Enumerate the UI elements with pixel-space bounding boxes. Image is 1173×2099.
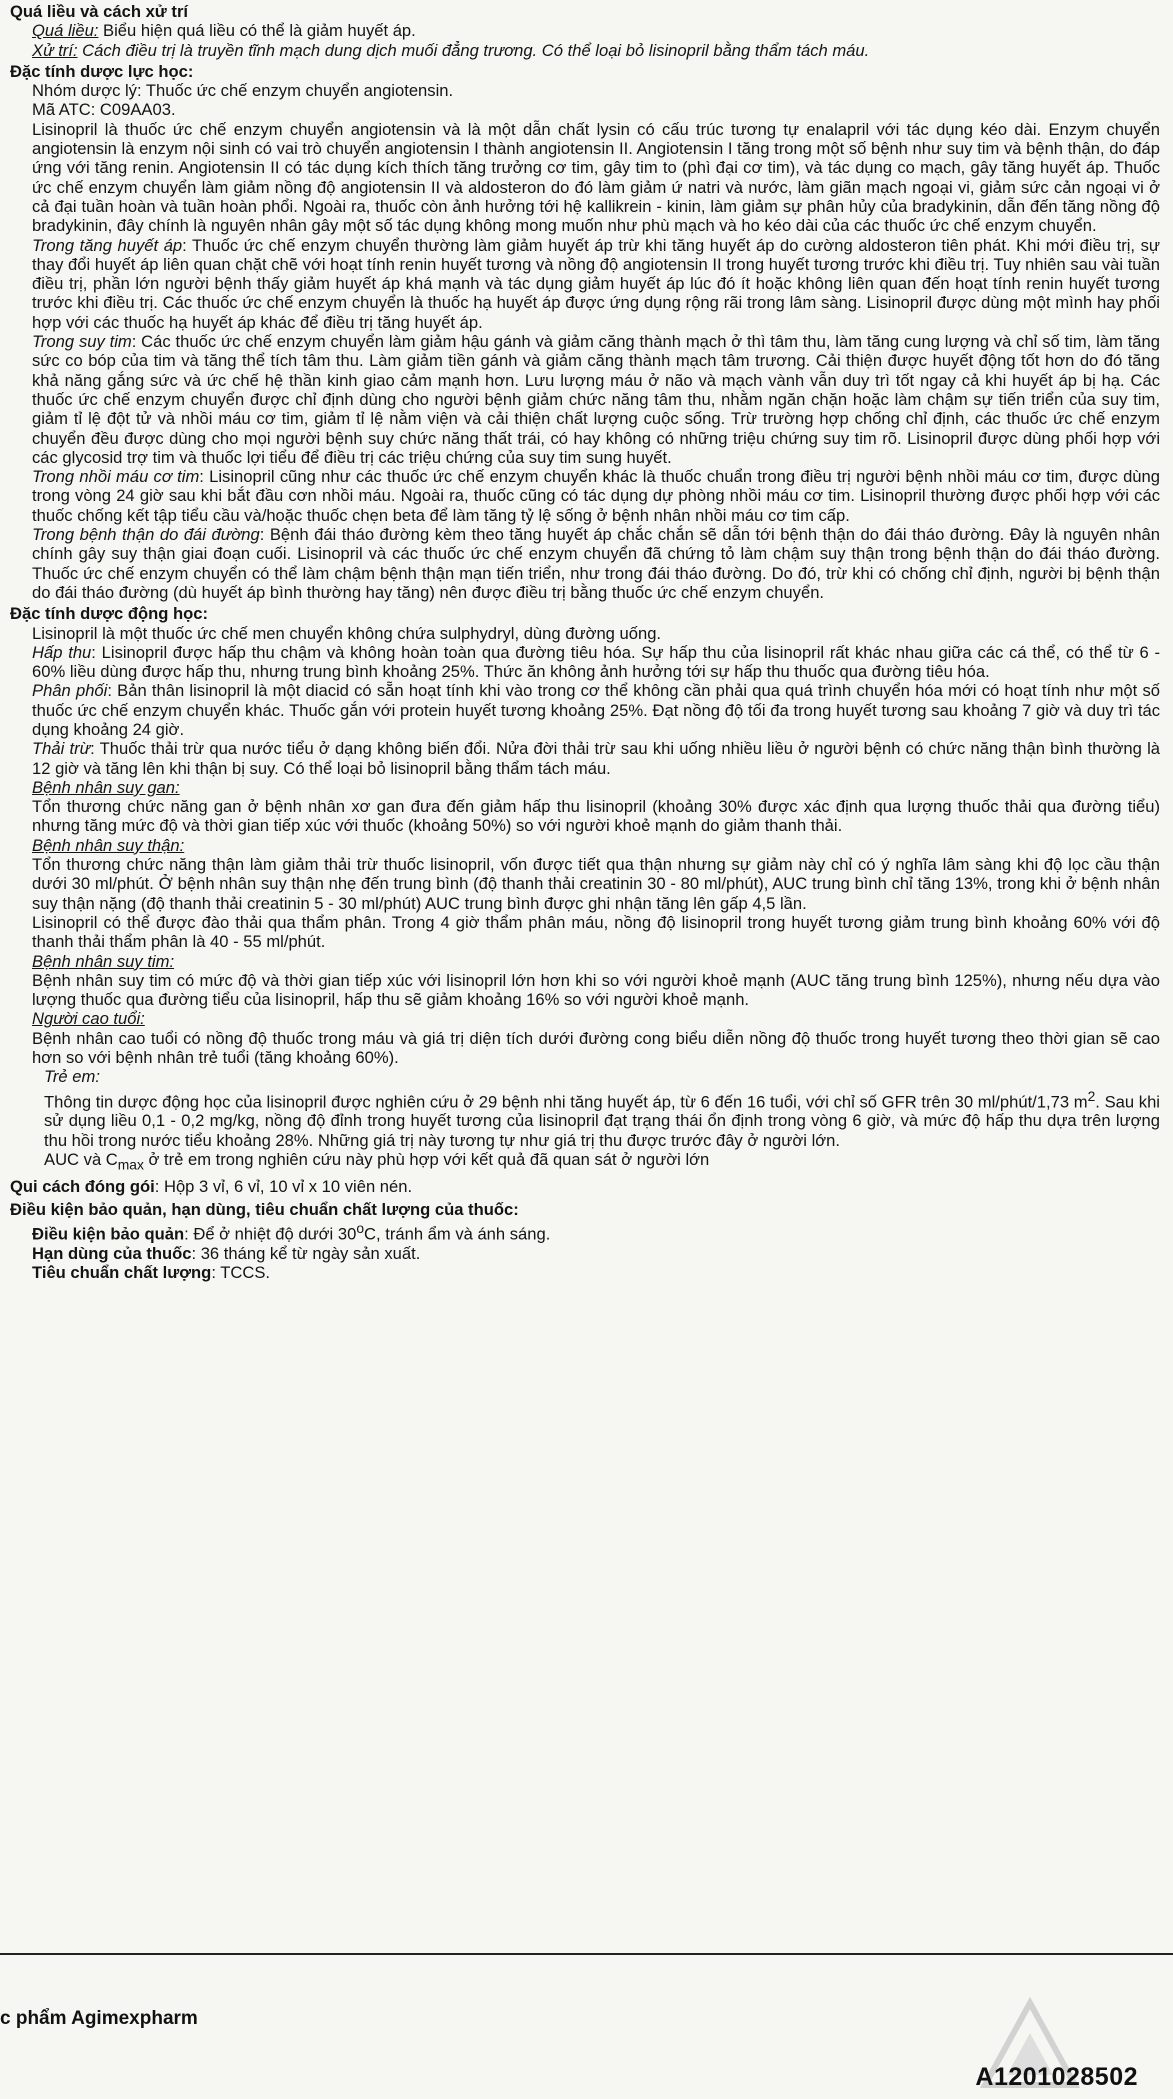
auc-text-b: ở trẻ em trong nghiên cứu này phù hợp với kết quả đã quan sát ở người lớn [143, 1150, 710, 1170]
packaging-label: Qui cách đóng gói [10, 1176, 155, 1196]
heart-failure-label: Trong suy tim [32, 332, 132, 352]
liver-text: Tổn thương chức năng gan ở bệnh nhân xơ gan đưa đến giảm hấp thu lisinopril (khoảng 30% được xác định qua lượng thuốc thải qua đường tiểu) nhưng tăng mức độ và thời gian tiếp xúc với thuốc (khoảng 50%) so với người khoẻ mạnh do giảm thanh thải. [32, 797, 1160, 836]
pharmacodynamics-heading: Đặc tính dược lực học: [10, 61, 194, 81]
shelf-life-label: Hạn dùng của thuốc [32, 1244, 192, 1264]
storage-condition [10, 1219, 1160, 1244]
diabetic-label: Trong bệnh thận do đái đường [32, 525, 260, 545]
treatment-label: Xử trí: [32, 40, 78, 60]
kidney-title: Bệnh nhân suy thận: [32, 835, 185, 855]
storage-heading: Điều kiện bảo quản, hạn dùng, tiêu chuẩn chất lượng của thuốc: [10, 1199, 519, 1219]
overdose-label: Quá liều: [32, 21, 99, 41]
treatment-text: Cách điều trị là truyền tĩnh mạch dung dịch muối đẳng trương. Có thể loại bỏ lisinopril bằng thẩm tách máu. [77, 40, 870, 60]
children-text-b: . Sau khi sử dụng liều 0,1 - 0,2 mg/kg, nồng độ đỉnh trong huyết tương của lisinopril đạt trạng thái ổn định trong vòng 6 giờ, và mức độ hấp thu dựa trên lượng thu hồi trong nước tiểu khoảng 28%. Những giá trị này tương tự như giá trị thu được trước đây ở người lớn. [44, 1092, 1160, 1150]
atc-code: Mã ATC: C09AA03. [32, 100, 176, 120]
hypertension-text: : Thuốc ức chế enzym chuyển thường làm giảm huyết áp trừ khi tăng huyết áp do cường aldosteron tiên phát. Khi mới điều trị, sự thay đổi huyết áp liên quan chặt chẽ với hoạt tính renin huyết tương và nồng độ angiotensin II trong huyết tương trước khi điều trị. Tuy nhiên sau vài tuần điều trị, phần lớn người bệnh thấy giảm huyết áp khá mạnh và tác dụng giảm huyết áp lúc đó ít hoặc không liên quan đến hoạt tính renin huyết tương trước khi điều trị. Các thuốc ức chế enzym chuyển là thuốc hạ huyết áp được ứng dụng rộng rãi trong lâm sàng. Lisinopril được dùng một mình hay phối hợp với các thuốc hạ huyết áp khác để điều trị tăng huyết áp. [32, 235, 1160, 332]
pharmacokinetics-heading: Đặc tính dược động học: [10, 604, 209, 624]
document-code: A1201028502 [975, 2063, 1138, 2091]
quality-standard-label: Tiêu chuẩn chất lượng [32, 1263, 212, 1283]
liver-title: Bệnh nhân suy gan: [32, 777, 180, 797]
elderly-title: Người cao tuổi: [32, 1009, 145, 1029]
cmax-subscript: max [117, 1156, 144, 1173]
children-title: Trẻ em: [44, 1067, 100, 1087]
overdose-line [10, 21, 1160, 40]
quality-standard-text: : TCCS. [211, 1263, 271, 1283]
packaging-line [10, 1177, 1160, 1196]
degree-superscript: o [356, 1220, 365, 1237]
packaging-text: : Hộp 3 vỉ, 6 vỉ, 10 vỉ x 10 viên nén. [154, 1176, 413, 1196]
pharmacokinetics-intro: Lisinopril là một thuốc ức chế men chuyển không chứa sulphydryl, dùng đường uống. [32, 623, 662, 643]
diabetic-text: : Bệnh đái tháo đường kèm theo tăng huyết áp chắc chắn sẽ dẫn tới bệnh thận do đái tháo đường. Đây là nguyên nhân chính gây suy thận giai đoạn cuối. Lisinopril và các thuốc ức chế enzym chuyển đã chứng tỏ làm chậm suy thận trong bệnh thận do đái tháo đường. Thuốc ức chế enzym chuyển có thể làm chậm bệnh thận mạn tiến triển, như trong đái tháo đường. Do đó, trừ khi có chống chỉ định, người bị bệnh thận do đái tháo đường (dù huyết áp bình thường hay tăng) nên được điều trị bằng thuốc ức chế enzym chuyển. [32, 525, 1161, 602]
pharmacodynamics-intro: Lisinopril là thuốc ức chế enzym chuyển angiotensin và là một dẫn chất lysin có cấu trúc tương tự enalapril với tác dụng kéo dài. Enzym chuyển angiotensin là enzym nội sinh có vai trò chuyển angiotensin I thành angiotensin II. Angiotensin I tăng trong một số bệnh như suy tim và bệnh thận, do đáp ứng với tăng renin. Angiotensin II có tác dụng kích thích tăng trưởng cơ tim, gây tim to (phì đại cơ tim), và tác dụng co mạch, gây tăng huyết áp. Thuốc ức chế enzym chuyển làm giảm nồng độ angiotensin II và aldosteron do đó làm giảm ứ natri và nước, làm giãn mạch ngoại vi, giảm sức cản ngoại vi ở cả đại tuần hoàn và tuần hoàn phổi. Ngoài ra, thuốc còn ảnh hưởng tới hệ kallikrein - kinin, làm giảm sự phân hủy của bradykinin, dẫn đến tăng nồng độ bradykinin, đây chính là nguyên nhân gây một số tác dụng không mong muốn như phù mạch và ho kéo dài của các thuốc ức chế enzym chuyển. [32, 119, 1160, 236]
storage-condition-label: Điều kiện bảo quản [32, 1224, 185, 1244]
dialysis-text: Lisinopril có thể được đào thải qua thẩm phân. Trong 4 giờ thẩm phân máu, nồng độ lisinopril trong huyết tương giảm trung bình khoảng 60% với độ thanh thải thẩm phân là 40 - 55 ml/phút. [32, 912, 1160, 952]
absorption-paragraph [10, 643, 1160, 682]
shelf-life-text: : 36 tháng kể từ ngày sản xuất. [191, 1244, 421, 1264]
pharmacological-group: Nhóm dược lý: Thuốc ức chế enzym chuyển angiotensin. [32, 81, 454, 101]
overdose-text: Biểu hiện quá liều có thể là giảm huyết áp. [98, 21, 416, 41]
kidney-text: Tổn thương chức năng thận làm giảm thải trừ thuốc lisinopril, vốn được tiết qua thận nhưng sự giảm này chỉ có ý nghĩa lâm sàng khi độ lọc cầu thận dưới 30 ml/phút. Ở bệnh nhân suy thận nhẹ đến trung bình (độ thanh thải creatinin 30 - 80 ml/phút), AUC trung bình chỉ tăng 13%, trong khi ở bệnh nhân suy thận nặng (độ thanh thải creatinin 5 - 30 ml/phút) AUC trung bình được ghi nhận tăng lên gấp 4,5 lần. [32, 855, 1160, 913]
auc-text-a: AUC và C [44, 1150, 118, 1170]
footer [0, 1985, 1173, 2099]
heart-failure-pk-title: Bệnh nhân suy tim: [32, 951, 175, 971]
absorption-label: Hấp thu [32, 642, 92, 662]
heart-failure-pk-text: Bệnh nhân suy tim có mức độ và thời gian tiếp xúc với lisinopril lớn hơn khi so với người khoẻ mạnh (AUC tăng trung bình 125%), nhưng nếu dựa vào lượng thuốc qua đường tiểu của lisinopril, hấp thu sẽ giảm khoảng 16% so với người khoẻ mạnh. [32, 970, 1160, 1010]
absorption-text: : Lisinopril được hấp thu chậm và không hoàn toàn qua đường tiêu hóa. Sự hấp thu của lisinopril rất khác nhau giữa các cá thể, có thể từ 6 - 60% liều dùng được hấp thu, nhưng trung bình khoảng 25%. Thức ăn không ảnh hưởng tới sự hấp thu thuốc qua đường tiêu hóa. [32, 642, 1160, 682]
diabetic-paragraph [10, 525, 1160, 602]
hypertension-paragraph [10, 236, 1160, 332]
elimination-text: : Thuốc thải trừ qua nước tiểu ở dạng không biến đổi. Nửa đời thải trừ sau khi uống nhiều liều ở người bệnh có chức năng thận bình thường là 12 giờ và tăng lên khi thận bị suy. Có thể loại bỏ lisinopril bằng thẩm tách máu. [32, 739, 1161, 778]
elderly-text: Bệnh nhân cao tuổi có nồng độ thuốc trong máu và giá trị diện tích dưới đường cong biểu diễn nồng độ thuốc trong huyết tương theo thời gian sẽ cao hơn so với bệnh nhân trẻ tuổi (tăng khoảng 60%). [32, 1028, 1160, 1068]
children-text-a: Thông tin dược động học của lisinopril được nghiên cứu ở 29 bệnh nhi tăng huyết áp, từ 6 đến 16 tuổi, với chỉ số GFR trên 30 ml/phút/1,73 m [44, 1092, 1088, 1112]
treatment-line [10, 41, 1160, 60]
distribution-label: Phân phối [32, 681, 108, 701]
elimination-paragraph [10, 739, 1160, 778]
mi-label: Trong nhồi máu cơ tim [32, 467, 200, 487]
elimination-label: Thải trừ [32, 739, 91, 759]
overdose-heading: Quá liều và cách xử trí [10, 2, 189, 21]
heart-failure-paragraph [10, 332, 1160, 467]
mi-text: : Lisinopril cũng như các thuốc ức chế enzym chuyển khác là thuốc chuẩn trong điều trị người bệnh nhồi máu cơ tim, được dùng trong vòng 24 giờ sau khi bắt đầu cơn nhồi máu. Ngoài ra, thuốc cũng có tác dụng dự phòng nhồi máu cơ tim. Lisinopril thường được phối hợp với các thuốc chống kết tập tiểu cầu và/hoặc thuốc chẹn beta để làm tăng tỷ lệ sống ở bệnh nhân nhồi máu cơ tim cấp. [32, 467, 1160, 525]
quality-standard [10, 1263, 1160, 1282]
footer-divider [0, 1953, 1173, 1955]
distribution-text: : Bản thân lisinopril là một diacid có sẵn hoạt tính khi vào trong cơ thể không cần phải qua quá trình chuyển hóa mới có hoạt tính như một số thuốc ức chế enzym chuyển khác. Thuốc gắn với protein huyết tương khoảng 25%. Đạt nồng độ tối đa trong huyết tương sau khoảng 7 giờ và duy trì tác dụng khoảng 24 giờ. [32, 681, 1160, 739]
manufacturer-name: c phẩm Agimexpharm [0, 2008, 198, 2029]
heart-failure-text: : Các thuốc ức chế enzym chuyển làm giảm hậu gánh và giảm căng thành mạch ở thì tâm thu, làm tăng cung lượng và chỉ số tim, làm tăng sức co bóp của tim và tăng thể tích tâm thu. Làm giảm tiền gánh và giảm căng thành mạch tâm trương. Cải thiện được huyết động tốt hơn do đó tăng khả năng gắng sức và ức chế hệ thần kinh giao cảm mạnh hơn. Lưu lượng máu ở não và mạch vành vẫn duy trì tốt ngay cả khi huyết áp bị hạ. Các thuốc ức chế enzym chuyển được chỉ định dùng cho người bệnh giảm chức năng tâm thu, nhằm ngăn chặn hoặc làm chậm sự tiến triển của suy tim, giảm tỉ lệ đột tử và nhồi máu cơ tim, giảm tỉ lệ nằm viện và cải thiện chất lượng cuộc sống. Trừ trường hợp chống chỉ định, các thuốc ức chế enzym chuyển đều được dùng cho mọi người bệnh suy chức năng thất trái, có hay không có những triệu chứng suy tim rõ. Lisinopril được dùng phối hợp với các glycosid trợ tim và thuốc lợi tiểu để điều trị các triệu chứng của suy tim sung huyết. [32, 332, 1160, 467]
storage-condition-text-a: : Để ở nhiệt độ dưới 30 [184, 1224, 357, 1244]
auc-text [10, 1150, 1160, 1175]
children-text [10, 1087, 1160, 1150]
hypertension-label: Trong tăng huyết áp [32, 235, 183, 255]
storage-condition-text-b: C, tránh ẩm và ánh sáng. [364, 1224, 551, 1244]
distribution-paragraph [10, 681, 1160, 739]
children-superscript: 2 [1087, 1087, 1096, 1104]
shelf-life [10, 1244, 1160, 1263]
mi-paragraph [10, 467, 1160, 525]
leaflet-content [10, 2, 1160, 1283]
